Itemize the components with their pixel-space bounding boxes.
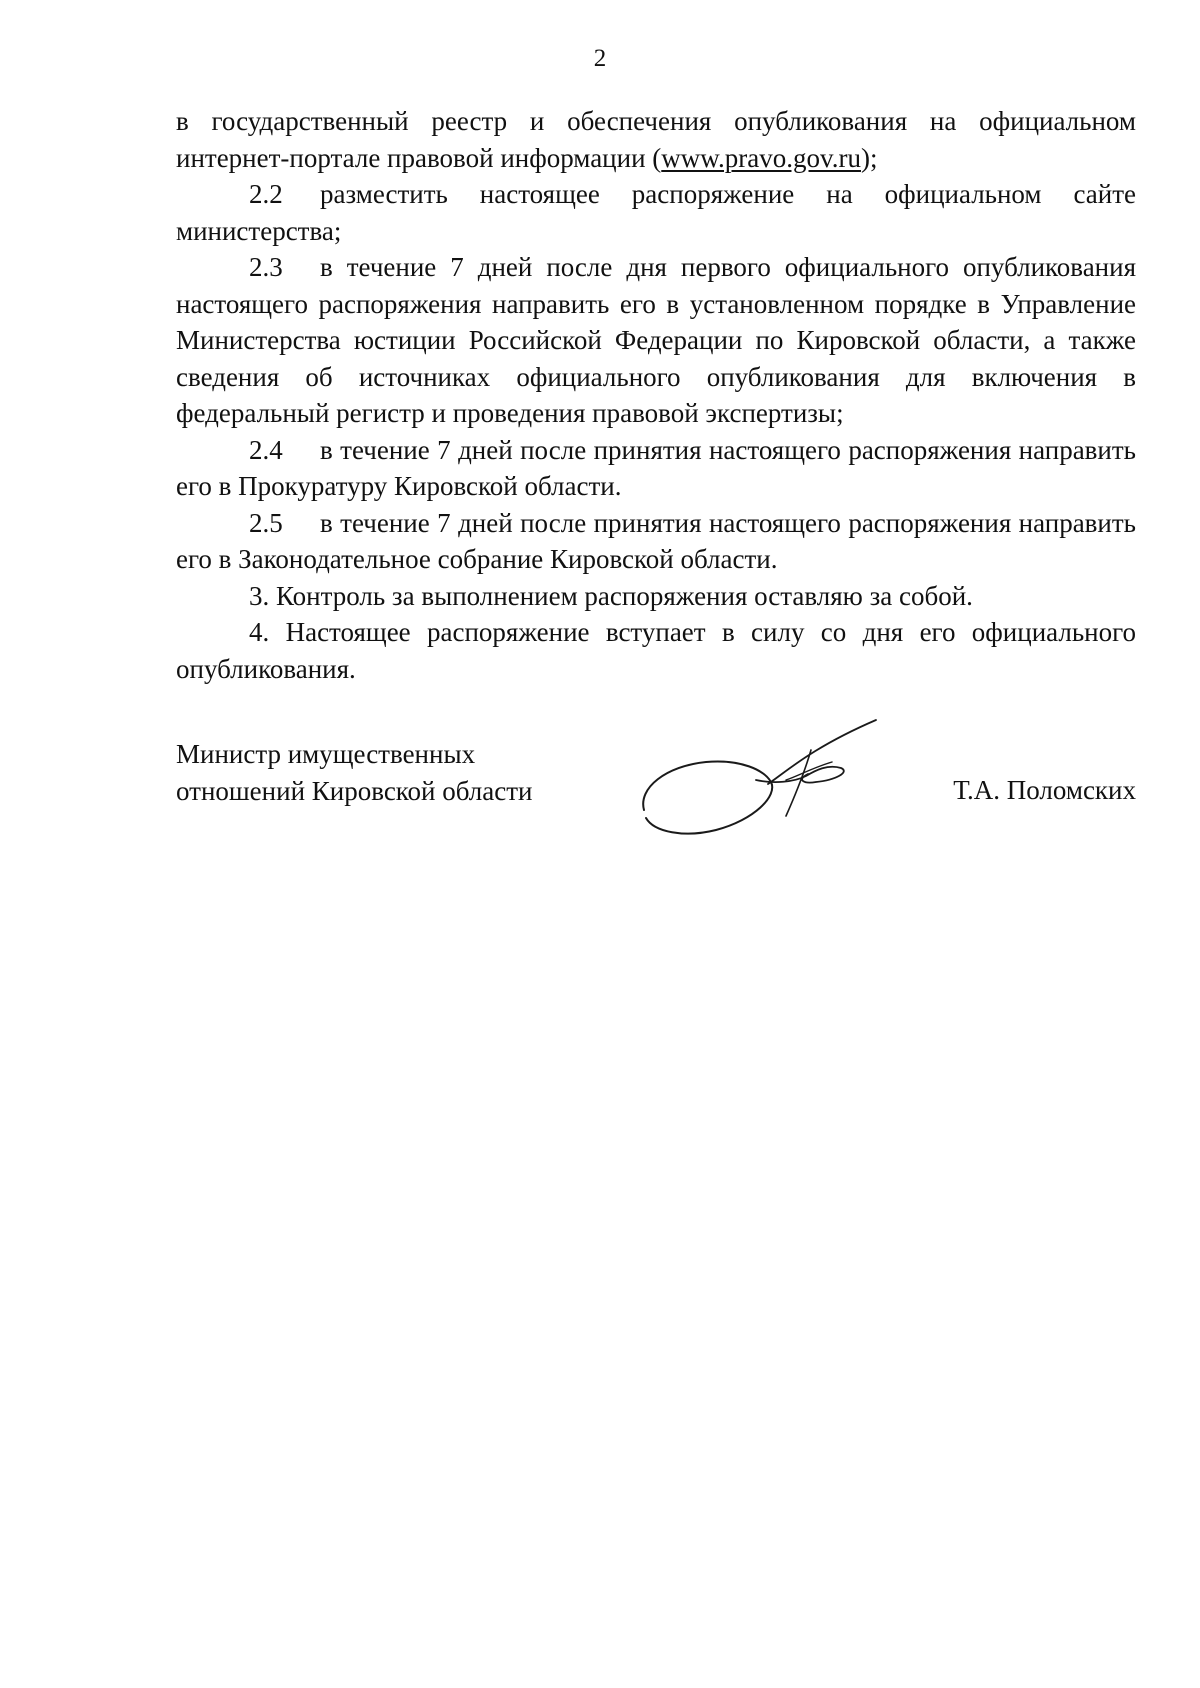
intro-text: в государственный реестр и обеспечения опубликования на официальном интернет-портале правовой информации ( bbox=[176, 106, 1136, 173]
paragraph-2-5 bbox=[176, 505, 1136, 578]
signer-title bbox=[176, 736, 596, 809]
item-number: 2.5 bbox=[249, 507, 283, 538]
document-body bbox=[176, 103, 1136, 687]
paragraph-2-4 bbox=[176, 432, 1136, 505]
signature-block bbox=[176, 736, 1136, 846]
item-number: 2.2 bbox=[249, 179, 283, 209]
paragraph-text: в течение 7 дней после дня первого официального опубликования настоящего распоряжения направить его в установленном порядке в Управление Министерства юстиции Российской Федерации по Кировской области, а также сведения об источниках официального опубликования для включения в федеральный регистр и проведения правовой экспертизы; bbox=[176, 252, 1136, 428]
paragraph-4: 4. Настоящее распоряжение вступает в силу со дня его официального опубликования. bbox=[176, 617, 1136, 684]
signer-name: Т.А. Поломских bbox=[953, 775, 1136, 805]
signer-title-line-1: Министр имущественных bbox=[176, 739, 476, 769]
page-number: 2 bbox=[593, 45, 607, 72]
item-number: 2.3 bbox=[249, 252, 283, 282]
item-number: 2.4 bbox=[249, 434, 283, 465]
signer-title-line-2: отношений Кировской области bbox=[176, 775, 533, 806]
paragraph-2-2 bbox=[176, 176, 1136, 249]
paragraph-text: в течение 7 дней после принятия настоящего распоряжения направить его в Прокуратуру Кировской области. bbox=[176, 434, 1136, 501]
handwritten-signature-icon bbox=[636, 718, 886, 848]
pravo-gov-link[interactable]: www.pravo.gov.ru bbox=[661, 142, 861, 173]
paragraph-3: 3. Контроль за выполнением распоряжения оставляю за собой. bbox=[249, 580, 973, 611]
paragraph-text: разместить настоящее распоряжение на официальном сайте министерства; bbox=[176, 179, 1136, 246]
paragraph-intro bbox=[176, 103, 1136, 176]
paragraph-text: в течение 7 дней после принятия настоящего распоряжения направить его в Законодательное собрание Кировской области. bbox=[176, 507, 1136, 574]
intro-text-end: ); bbox=[861, 142, 878, 173]
paragraph-2-3 bbox=[176, 249, 1136, 432]
